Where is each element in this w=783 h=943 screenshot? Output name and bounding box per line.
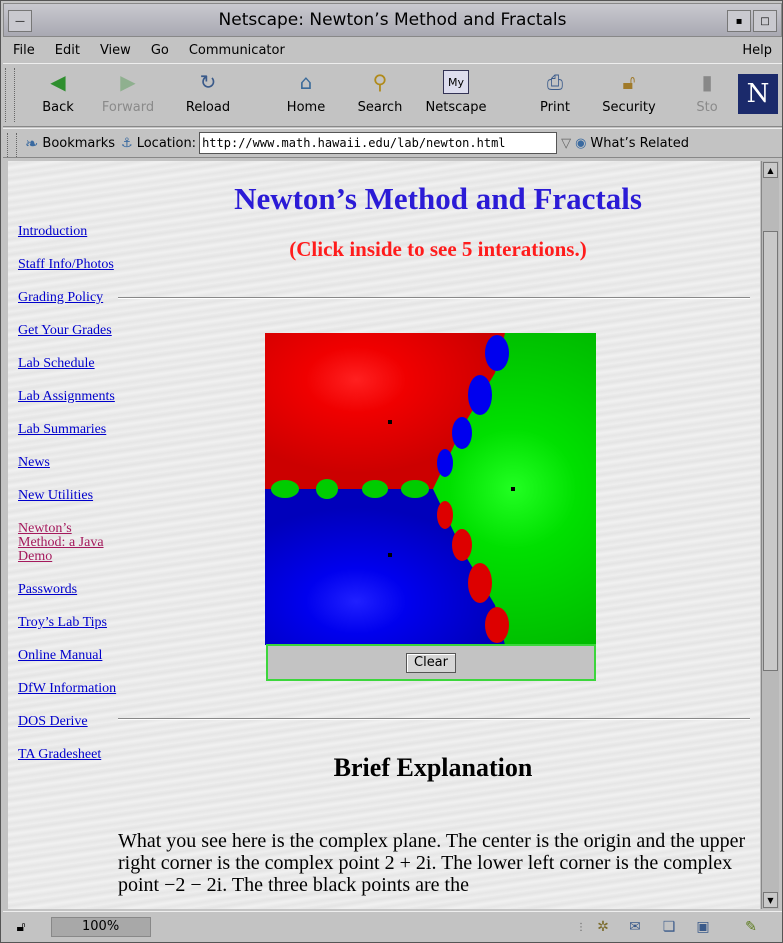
sidebar-link-get-your-grades[interactable]: Get Your Grades (18, 323, 112, 338)
whats-related-button[interactable]: What’s Related (590, 135, 689, 151)
newton-fractal-image (265, 333, 596, 645)
sidebar-link-introduction[interactable]: Introduction (18, 224, 88, 239)
discussion-icon[interactable]: ❏ (662, 919, 676, 935)
printer-icon: ⎙ (547, 70, 563, 94)
menu-go[interactable]: Go (150, 42, 169, 58)
status-bar (3, 911, 782, 941)
bookmarks-icon: ❧ (25, 133, 39, 153)
scroll-up-icon[interactable]: ▲ (763, 162, 778, 178)
security-label: Security (602, 100, 656, 115)
divider-top (118, 297, 750, 299)
status-grip[interactable]: ⋮ (576, 921, 586, 933)
netscape-logo[interactable]: N (738, 74, 778, 114)
page-proxy-icon[interactable]: ⚓︎ (121, 135, 133, 151)
section-heading: Brief Explanation (333, 753, 533, 782)
edit-page-icon[interactable]: ✎ (745, 919, 757, 935)
back-button[interactable] (23, 70, 93, 122)
stop-button[interactable] (687, 70, 727, 122)
back-label: Back (42, 100, 74, 115)
reload-button[interactable] (173, 70, 243, 122)
divider-bottom (118, 718, 750, 720)
sidebar-link-news[interactable]: News (18, 455, 50, 470)
title-bar (3, 3, 782, 37)
menu-help[interactable]: Help (742, 42, 772, 58)
reload-label: Reload (185, 100, 231, 115)
menu-bar (3, 38, 782, 62)
print-button[interactable] (520, 70, 590, 122)
print-label: Print (540, 100, 570, 115)
netscape-button[interactable] (421, 70, 491, 122)
window-menu-button[interactable]: — (8, 10, 32, 32)
sidebar-link-newtons-method[interactable]: Newton’s Method: a Java Demo (18, 521, 104, 564)
sidebar-link-lab-summaries[interactable]: Lab Summaries (18, 422, 107, 437)
sidebar-link-ta-gradesheet[interactable]: TA Gradesheet (18, 747, 102, 762)
search-button[interactable] (345, 70, 415, 122)
forward-label: Forward (101, 100, 155, 115)
composer-icon[interactable]: ▣ (696, 919, 710, 935)
navigator-icon[interactable]: ✲ (597, 919, 609, 935)
netscape-label: Netscape (425, 100, 487, 115)
search-label: Search (357, 100, 403, 115)
navigation-toolbar (3, 63, 782, 127)
sidebar-link-dos-derive[interactable]: DOS Derive (18, 714, 88, 729)
security-status-icon[interactable]: 🔓︎ (16, 919, 26, 935)
bookmarks-button[interactable]: Bookmarks (42, 135, 116, 151)
root-point-blue (388, 553, 392, 557)
location-label: Location: (136, 135, 197, 151)
zoom-level: 100% (51, 917, 151, 937)
reload-icon: ↻ (199, 70, 217, 94)
stop-icon: ▮ (701, 70, 713, 94)
page-title: Newton’s Method and Fractals (234, 181, 642, 216)
page-content (8, 161, 760, 909)
url-dropdown-icon[interactable]: ▽ (561, 135, 572, 151)
vertical-scrollbar[interactable] (761, 161, 779, 909)
sidebar-link-staff-info[interactable]: Staff Info/Photos (18, 257, 114, 272)
location-toolbar (3, 128, 782, 158)
security-button[interactable] (594, 70, 664, 122)
forward-arrow-icon: ▶ (120, 70, 136, 94)
menu-edit[interactable]: Edit (54, 42, 80, 58)
root-point-red (388, 420, 392, 424)
lock-icon: 🔓︎ (622, 70, 636, 94)
sidebar-link-lab-assignments[interactable]: Lab Assignments (18, 389, 115, 404)
sidebar-link-grading-policy[interactable]: Grading Policy (18, 290, 104, 305)
explanation-paragraph: What you see here is the complex plane. The center is the origin and the upper right corner is the complex point 2 + 2i. The lower left corner is the complex point −2 − 2i. The three black points are the (118, 830, 746, 896)
sidebar-link-online-manual[interactable]: Online Manual (18, 648, 103, 663)
clear-button[interactable]: Clear (406, 653, 456, 673)
sidebar-link-passwords[interactable]: Passwords (18, 582, 78, 597)
search-icon: ⚲ (372, 70, 388, 94)
sidebar-link-troys-lab-tips[interactable]: Troy’s Lab Tips (18, 615, 107, 630)
my-netscape-icon: My (443, 70, 469, 94)
scroll-down-icon[interactable]: ▼ (763, 892, 778, 908)
menu-view[interactable]: View (99, 42, 131, 58)
applet-control-bar (266, 644, 596, 681)
home-button[interactable] (271, 70, 341, 122)
url-field[interactable]: http://www.math.hawaii.edu/lab/newton.html (199, 132, 557, 154)
sidebar-link-lab-schedule[interactable]: Lab Schedule (18, 356, 95, 371)
minimize-button[interactable]: ▪ (727, 10, 751, 32)
whats-related-icon: ◉ (575, 135, 587, 151)
fractal-applet-canvas[interactable] (265, 333, 596, 645)
forward-button[interactable] (93, 70, 163, 122)
maximize-button[interactable]: □ (753, 10, 777, 32)
sidebar-link-new-utilities[interactable]: New Utilities (18, 488, 94, 503)
toolbar-grip[interactable] (5, 68, 15, 122)
menu-file[interactable]: File (13, 42, 35, 58)
stop-label: Sto (696, 100, 718, 115)
menu-communicator[interactable]: Communicator (188, 42, 285, 58)
location-grip[interactable] (7, 133, 17, 157)
home-icon: ⌂ (299, 70, 313, 94)
page-subtitle: (Click inside to see 5 interations.) (289, 237, 587, 261)
sidebar-link-dfw-information[interactable]: DfW Information (18, 681, 117, 696)
home-label: Home (286, 100, 326, 115)
root-point-green (511, 487, 515, 491)
mail-icon[interactable]: ✉ (629, 919, 641, 935)
window-title: Netscape: Newton’s Method and Fractals (218, 10, 567, 30)
scroll-thumb[interactable] (763, 231, 778, 671)
back-arrow-icon: ◀ (50, 70, 66, 94)
sidebar-nav (18, 225, 118, 781)
